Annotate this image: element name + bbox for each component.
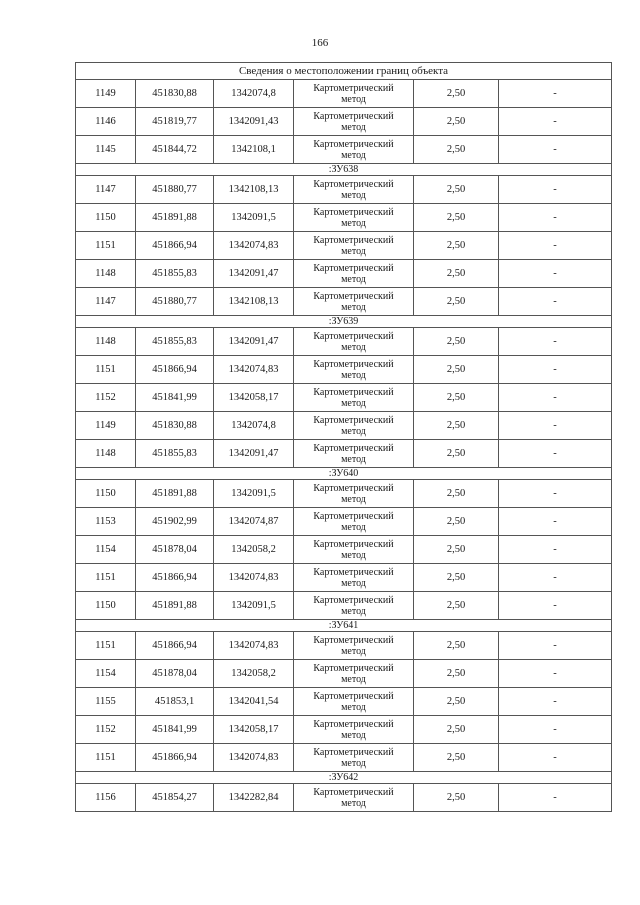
x-coordinate-cell: 451844,72: [136, 136, 214, 164]
method-cell: [294, 508, 414, 536]
y-coordinate-cell: 1342091,47: [214, 440, 294, 468]
method-line-2: метод: [341, 149, 366, 161]
accuracy-cell: 2,50: [414, 744, 499, 772]
accuracy-cell: 2,50: [414, 660, 499, 688]
method-line-2: метод: [341, 397, 366, 409]
method-line-1: Картометрический: [313, 482, 394, 494]
x-coordinate-cell: 451866,94: [136, 564, 214, 592]
accuracy-cell: 2,50: [414, 688, 499, 716]
method-line-2: метод: [341, 121, 366, 133]
x-coordinate-cell: 451866,94: [136, 356, 214, 384]
method-line-1: Картометрический: [313, 594, 394, 606]
table-row: [76, 288, 612, 316]
accuracy-cell: 2,50: [414, 204, 499, 232]
table-row: [76, 508, 612, 536]
method-cell: [294, 412, 414, 440]
y-coordinate-cell: 1342074,83: [214, 744, 294, 772]
method-line-2: метод: [341, 673, 366, 685]
x-coordinate-cell: 451880,77: [136, 288, 214, 316]
method-cell: [294, 744, 414, 772]
note-cell: -: [499, 440, 612, 468]
method-line-1: Картометрический: [313, 718, 394, 730]
method-cell: [294, 80, 414, 108]
y-coordinate-cell: 1342058,2: [214, 660, 294, 688]
note-cell: -: [499, 232, 612, 260]
point-number-cell: 1147: [76, 288, 136, 316]
x-coordinate-cell: 451866,94: [136, 632, 214, 660]
y-coordinate-cell: 1342058,17: [214, 716, 294, 744]
method-line-1: Картометрический: [313, 234, 394, 246]
accuracy-cell: 2,50: [414, 136, 499, 164]
note-cell: -: [499, 688, 612, 716]
method-cell: [294, 136, 414, 164]
point-number-cell: 1146: [76, 108, 136, 136]
x-coordinate-cell: 451855,83: [136, 328, 214, 356]
method-cell: [294, 176, 414, 204]
method-line-2: метод: [341, 549, 366, 561]
table-row: [76, 744, 612, 772]
note-cell: -: [499, 536, 612, 564]
method-line-1: Картометрический: [313, 290, 394, 302]
accuracy-cell: 2,50: [414, 536, 499, 564]
note-cell: -: [499, 176, 612, 204]
accuracy-cell: 2,50: [414, 108, 499, 136]
section-label: :ЗУ639: [76, 316, 612, 328]
method-cell: [294, 356, 414, 384]
accuracy-cell: 2,50: [414, 356, 499, 384]
note-cell: -: [499, 784, 612, 812]
section-label: :ЗУ642: [76, 772, 612, 784]
y-coordinate-cell: 1342091,47: [214, 260, 294, 288]
note-cell: -: [499, 480, 612, 508]
method-line-2: метод: [341, 93, 366, 105]
page-number: 166: [311, 37, 329, 49]
section-row: [76, 164, 612, 176]
method-line-2: метод: [341, 797, 366, 809]
table-row: [76, 412, 612, 440]
method-cell: [294, 108, 414, 136]
y-coordinate-cell: 1342282,84: [214, 784, 294, 812]
point-number-cell: 1148: [76, 260, 136, 288]
x-coordinate-cell: 451878,04: [136, 536, 214, 564]
x-coordinate-cell: 451891,88: [136, 592, 214, 620]
y-coordinate-cell: 1342108,13: [214, 288, 294, 316]
method-line-2: метод: [341, 189, 366, 201]
point-number-cell: 1154: [76, 536, 136, 564]
point-number-cell: 1150: [76, 592, 136, 620]
method-line-2: метод: [341, 273, 366, 285]
point-number-cell: 1152: [76, 716, 136, 744]
y-coordinate-cell: 1342091,5: [214, 204, 294, 232]
section-row: [76, 468, 612, 480]
accuracy-cell: 2,50: [414, 176, 499, 204]
note-cell: -: [499, 384, 612, 412]
point-number-cell: 1156: [76, 784, 136, 812]
table-row: [76, 384, 612, 412]
method-line-1: Картометрический: [313, 138, 394, 150]
method-line-1: Картометрический: [313, 206, 394, 218]
method-cell: [294, 288, 414, 316]
note-cell: -: [499, 108, 612, 136]
method-line-1: Картометрический: [313, 690, 394, 702]
table-row: [76, 480, 612, 508]
y-coordinate-cell: 1342058,2: [214, 536, 294, 564]
note-cell: -: [499, 260, 612, 288]
x-coordinate-cell: 451891,88: [136, 204, 214, 232]
table-title: Сведения о местоположении границ объекта: [76, 63, 612, 80]
point-number-cell: 1148: [76, 440, 136, 468]
accuracy-cell: 2,50: [414, 784, 499, 812]
accuracy-cell: 2,50: [414, 328, 499, 356]
point-number-cell: 1151: [76, 356, 136, 384]
method-cell: [294, 384, 414, 412]
method-line-2: метод: [341, 245, 366, 257]
note-cell: -: [499, 744, 612, 772]
note-cell: -: [499, 136, 612, 164]
table-row: [76, 536, 612, 564]
method-line-1: Картометрический: [313, 662, 394, 674]
accuracy-cell: 2,50: [414, 80, 499, 108]
method-line-1: Картометрический: [313, 414, 394, 426]
accuracy-cell: 2,50: [414, 564, 499, 592]
y-coordinate-cell: 1342108,1: [214, 136, 294, 164]
accuracy-cell: 2,50: [414, 412, 499, 440]
y-coordinate-cell: 1342041,54: [214, 688, 294, 716]
method-cell: [294, 480, 414, 508]
section-label: :ЗУ640: [76, 468, 612, 480]
method-line-1: Картометрический: [313, 358, 394, 370]
method-cell: [294, 632, 414, 660]
method-line-1: Картометрический: [313, 178, 394, 190]
table-row: [76, 592, 612, 620]
note-cell: -: [499, 412, 612, 440]
point-number-cell: 1155: [76, 688, 136, 716]
method-line-2: метод: [341, 605, 366, 617]
y-coordinate-cell: 1342074,83: [214, 632, 294, 660]
note-cell: -: [499, 660, 612, 688]
x-coordinate-cell: 451855,83: [136, 260, 214, 288]
point-number-cell: 1152: [76, 384, 136, 412]
point-number-cell: 1151: [76, 744, 136, 772]
method-line-2: метод: [341, 729, 366, 741]
y-coordinate-cell: 1342058,17: [214, 384, 294, 412]
note-cell: -: [499, 80, 612, 108]
method-cell: [294, 260, 414, 288]
table-row: [76, 660, 612, 688]
x-coordinate-cell: 451902,99: [136, 508, 214, 536]
method-line-1: Картометрический: [313, 566, 394, 578]
note-cell: -: [499, 328, 612, 356]
accuracy-cell: 2,50: [414, 232, 499, 260]
table-row: [76, 688, 612, 716]
method-cell: [294, 536, 414, 564]
method-line-2: метод: [341, 217, 366, 229]
accuracy-cell: 2,50: [414, 384, 499, 412]
y-coordinate-cell: 1342091,5: [214, 480, 294, 508]
section-row: [76, 316, 612, 328]
y-coordinate-cell: 1342074,83: [214, 564, 294, 592]
note-cell: -: [499, 564, 612, 592]
method-cell: [294, 592, 414, 620]
table-row: [76, 260, 612, 288]
point-number-cell: 1149: [76, 412, 136, 440]
accuracy-cell: 2,50: [414, 288, 499, 316]
x-coordinate-cell: 451841,99: [136, 716, 214, 744]
point-number-cell: 1150: [76, 204, 136, 232]
y-coordinate-cell: 1342074,83: [214, 356, 294, 384]
accuracy-cell: 2,50: [414, 508, 499, 536]
accuracy-cell: 2,50: [414, 480, 499, 508]
y-coordinate-cell: 1342091,47: [214, 328, 294, 356]
point-number-cell: 1148: [76, 328, 136, 356]
note-cell: -: [499, 632, 612, 660]
accuracy-cell: 2,50: [414, 440, 499, 468]
section-label: :ЗУ638: [76, 164, 612, 176]
y-coordinate-cell: 1342108,13: [214, 176, 294, 204]
x-coordinate-cell: 451841,99: [136, 384, 214, 412]
section-row: [76, 772, 612, 784]
point-number-cell: 1147: [76, 176, 136, 204]
x-coordinate-cell: 451866,94: [136, 232, 214, 260]
method-line-1: Картометрический: [313, 442, 394, 454]
method-line-2: метод: [341, 341, 366, 353]
point-number-cell: 1145: [76, 136, 136, 164]
table-row: [76, 176, 612, 204]
method-line-2: метод: [341, 521, 366, 533]
method-line-1: Картометрический: [313, 634, 394, 646]
accuracy-cell: 2,50: [414, 592, 499, 620]
point-number-cell: 1151: [76, 632, 136, 660]
table-row: [76, 80, 612, 108]
point-number-cell: 1154: [76, 660, 136, 688]
y-coordinate-cell: 1342091,43: [214, 108, 294, 136]
note-cell: -: [499, 356, 612, 384]
method-line-2: метод: [341, 645, 366, 657]
table-row: [76, 440, 612, 468]
method-line-1: Картометрический: [313, 330, 394, 342]
x-coordinate-cell: 451891,88: [136, 480, 214, 508]
method-line-1: Картометрический: [313, 386, 394, 398]
note-cell: -: [499, 508, 612, 536]
table-row: [76, 356, 612, 384]
coordinates-table: [75, 62, 612, 812]
method-line-1: Картометрический: [313, 110, 394, 122]
table-row: [76, 784, 612, 812]
method-line-2: метод: [341, 757, 366, 769]
point-number-cell: 1153: [76, 508, 136, 536]
point-number-cell: 1150: [76, 480, 136, 508]
y-coordinate-cell: 1342074,83: [214, 232, 294, 260]
method-cell: [294, 328, 414, 356]
method-cell: [294, 232, 414, 260]
accuracy-cell: 2,50: [414, 716, 499, 744]
table-row: [76, 108, 612, 136]
x-coordinate-cell: 451830,88: [136, 412, 214, 440]
point-number-cell: 1151: [76, 232, 136, 260]
table-row: [76, 328, 612, 356]
table-row: [76, 632, 612, 660]
accuracy-cell: 2,50: [414, 632, 499, 660]
method-line-2: метод: [341, 493, 366, 505]
note-cell: -: [499, 592, 612, 620]
method-line-1: Картометрический: [313, 786, 394, 798]
section-row: [76, 620, 612, 632]
x-coordinate-cell: 451878,04: [136, 660, 214, 688]
point-number-cell: 1149: [76, 80, 136, 108]
method-cell: [294, 716, 414, 744]
x-coordinate-cell: 451853,1: [136, 688, 214, 716]
y-coordinate-cell: 1342074,87: [214, 508, 294, 536]
method-cell: [294, 660, 414, 688]
x-coordinate-cell: 451830,88: [136, 80, 214, 108]
method-line-2: метод: [341, 369, 366, 381]
method-line-1: Картометрический: [313, 82, 394, 94]
point-number-cell: 1151: [76, 564, 136, 592]
method-line-2: метод: [341, 701, 366, 713]
method-line-1: Картометрический: [313, 510, 394, 522]
x-coordinate-cell: 451854,27: [136, 784, 214, 812]
method-cell: [294, 564, 414, 592]
method-line-2: метод: [341, 425, 366, 437]
table-row: [76, 136, 612, 164]
method-line-1: Картометрический: [313, 262, 394, 274]
y-coordinate-cell: 1342074,8: [214, 412, 294, 440]
table-row: [76, 232, 612, 260]
note-cell: -: [499, 716, 612, 744]
method-line-1: Картометрический: [313, 538, 394, 550]
method-line-2: метод: [341, 301, 366, 313]
table-row: [76, 564, 612, 592]
y-coordinate-cell: 1342074,8: [214, 80, 294, 108]
table-title-row: [76, 63, 612, 80]
note-cell: -: [499, 288, 612, 316]
x-coordinate-cell: 451819,77: [136, 108, 214, 136]
method-cell: [294, 688, 414, 716]
y-coordinate-cell: 1342091,5: [214, 592, 294, 620]
method-line-2: метод: [341, 577, 366, 589]
method-cell: [294, 784, 414, 812]
table-row: [76, 716, 612, 744]
method-cell: [294, 440, 414, 468]
method-line-1: Картометрический: [313, 746, 394, 758]
method-cell: [294, 204, 414, 232]
method-line-2: метод: [341, 453, 366, 465]
section-label: :ЗУ641: [76, 620, 612, 632]
x-coordinate-cell: 451855,83: [136, 440, 214, 468]
x-coordinate-cell: 451880,77: [136, 176, 214, 204]
table-row: [76, 204, 612, 232]
x-coordinate-cell: 451866,94: [136, 744, 214, 772]
accuracy-cell: 2,50: [414, 260, 499, 288]
note-cell: -: [499, 204, 612, 232]
